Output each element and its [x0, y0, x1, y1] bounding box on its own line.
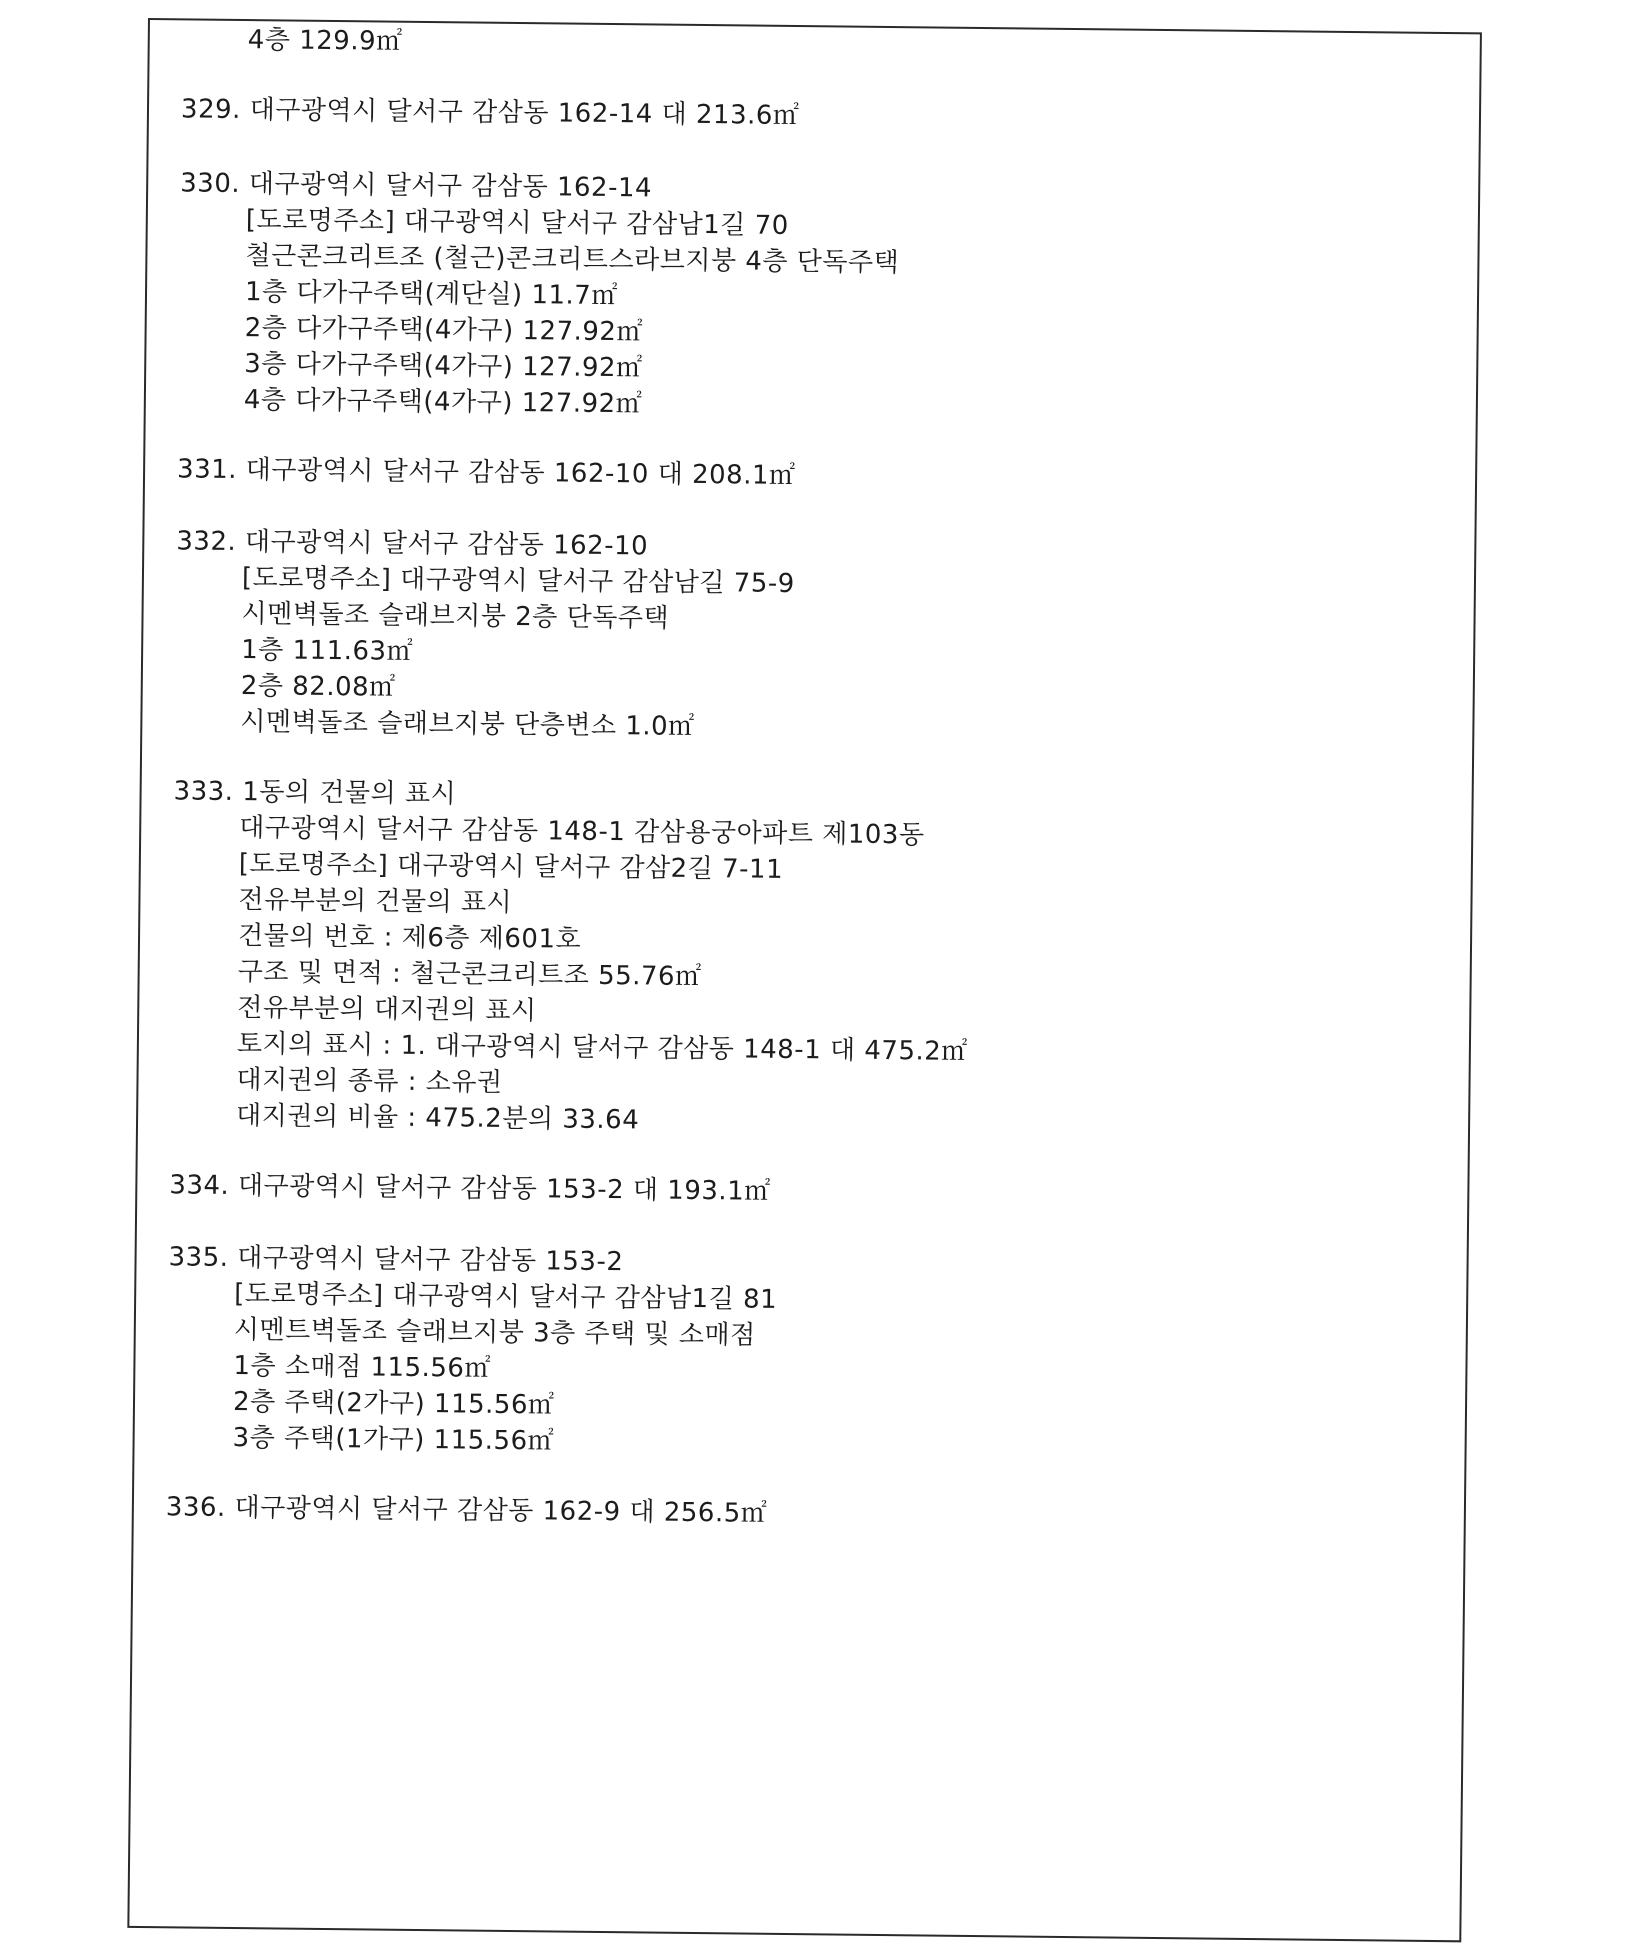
entry-number: 329.: [180, 94, 242, 126]
entry-329: [181, 92, 800, 133]
entry-331: [177, 452, 796, 493]
entry-336: [166, 1490, 768, 1531]
entry-line: [도로명주소] 대구광역시 달서구 감삼남1길 81: [234, 1279, 778, 1315]
entry-number: 336.: [165, 1492, 226, 1523]
entry-line: 2층 주택(2가구) 115.56㎡: [232, 1387, 555, 1421]
entry-line: 대구광역시 달서구 감삼동 162-10 대 208.1㎡: [245, 455, 796, 492]
entry-line: 구조 및 면적 : 철근콘크리트조 55.76㎡: [237, 957, 702, 993]
entry-line: 전유부분의 대지권의 표시: [237, 993, 537, 1027]
entry-line: 토지의 표시 : 1. 대구광역시 달서구 감삼동 148-1 대 475.2㎡: [236, 1029, 968, 1067]
entry-line: [도로명주소] 대구광역시 달서구 감삼남길 75-9: [241, 563, 795, 600]
entry-line: 2층 다가구주택(4가구) 127.92㎡: [244, 313, 644, 348]
document-page: [127, 18, 1482, 1942]
entry-line: 시멘벽돌조 슬래브지붕 단층변소 1.0㎡: [240, 707, 695, 742]
entry-line: [도로명주소] 대구광역시 달서구 감삼남1길 70: [245, 205, 789, 241]
entry-335: [168, 1240, 623, 1279]
entry-number: 333.: [173, 776, 234, 807]
entry-line: 1층 소매점 115.56㎡: [233, 1351, 492, 1384]
entry-line: 1층 111.63㎡: [241, 635, 414, 667]
entry-line: 1동의 건물의 표시: [242, 777, 457, 810]
entry-line: 1층 다가구주택(계단실) 11.7㎡: [244, 277, 618, 312]
entry-line: 건물의 번호 : 제6층 제601호: [237, 921, 582, 955]
entry-line: 3층 다가구주택(4가구) 127.92㎡: [244, 349, 643, 384]
entry-line: 전유부분의 건물의 표시: [238, 885, 513, 918]
entry-333: [173, 774, 456, 811]
entry-334: [169, 1168, 771, 1209]
entry-line: 4층 129.9㎡: [247, 25, 403, 57]
entry-line: 대지권의 종류 : 소유권: [236, 1065, 503, 1098]
entry-line: 대구광역시 달서구 감삼동 162-9 대 256.5㎡: [234, 1493, 768, 1529]
entry-number: 334.: [169, 1170, 230, 1201]
entry-line: 대구광역시 달서구 감삼동 153-2 대 193.1㎡: [237, 1171, 771, 1207]
entry-number: 330.: [180, 168, 241, 200]
document-body: [165, 20, 1432, 1529]
entry-line: 4층 다가구주택(4가구) 127.92㎡: [243, 385, 643, 420]
entry-line: 시멘벽돌조 슬래브지붕 2층 단독주택: [241, 599, 670, 634]
entry-line: 대구광역시 달서구 감삼동 162-14: [248, 169, 653, 204]
entry-line: [도로명주소] 대구광역시 달서구 감삼2길 7-11: [238, 849, 784, 885]
entry-line: 대구광역시 달서구 감삼동 162-10: [244, 527, 649, 562]
entry-line: 대구광역시 달서구 감삼동 148-1 감삼용궁아파트 제103동: [239, 813, 925, 851]
entry-number: 335.: [168, 1242, 229, 1273]
entry-line: 대구광역시 달서구 감삼동 153-2: [237, 1243, 624, 1278]
entry-line: 3층 주택(1가구) 115.56㎡: [232, 1422, 555, 1457]
entry-332: [176, 524, 648, 563]
entry-line: 철근콘크리트조 (철근)콘크리트스라브지붕 4층 단독주택: [245, 241, 900, 279]
entry-line: 2층 82.08㎡: [240, 671, 396, 703]
entry-line: 대구광역시 달서구 감삼동 162-14 대 213.6㎡: [249, 95, 800, 132]
entry-number: 332.: [176, 526, 237, 557]
entry-328-tail: [248, 23, 403, 59]
entry-line: 시멘트벽돌조 슬래브지붕 3층 주택 및 소매점: [233, 1315, 756, 1351]
entry-line: 대지권의 비율 : 475.2분의 33.64: [235, 1101, 640, 1136]
entry-number: 331.: [176, 454, 238, 485]
entry-330: [180, 166, 652, 205]
